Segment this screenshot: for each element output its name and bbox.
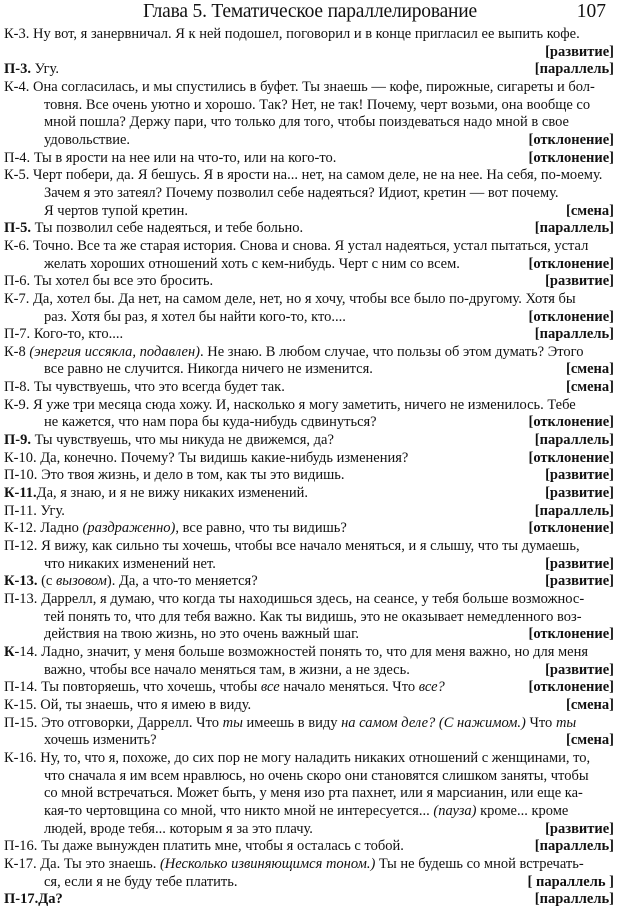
entry-text: Ты чувствуешь, что мы никуда не движемся, да? [34,432,334,449]
dialogue-entry [4,573,614,591]
speaker-label: П-4. [4,149,31,166]
speaker-label: К-7. [4,290,30,307]
entry-text: Угу. [34,61,59,78]
response-type-tag: [параллель] [534,891,614,908]
entry-line [44,556,614,574]
speaker-label: К-6. [4,237,30,254]
dialogue-entry [4,326,614,344]
entry-line [44,785,614,803]
speaker-label: К-8 [4,343,26,360]
entry-text: Да. Ты это знаешь. (Несколько извиняющимся тоном.) Ты не будешь со мной встречать- [40,855,584,872]
response-type-tag: [развитие] [545,661,614,678]
entry-line [4,78,614,97]
italic-remark: ты [555,714,577,731]
speaker-label: К-5. [4,167,30,184]
speaker-label: П-17. [4,891,39,908]
speaker-label: К-17. [4,855,37,872]
dialogue-entry [4,715,614,750]
entry-line [4,696,614,715]
italic-remark: все [260,679,280,696]
response-type-tag: [смена] [565,361,614,378]
dialogue-entry [4,379,614,397]
speaker-label: П-12. [4,538,38,555]
response-type-tag: [отклонение] [528,679,614,696]
speaker-label: К-10. [4,449,37,466]
dialogue-entry [4,856,614,891]
entry-text: Ну, то, что я, похоже, до сих пор не могу наладить никаких отношений с женщинами, то, [40,749,591,766]
entry-text: Да, хотел бы. Да нет, на самом деле, нет, но я хочу, чтобы все было по-другому. Хотя бы [33,290,576,307]
dialogue-entry [4,503,614,521]
response-type-tag: [отклонение] [528,520,614,537]
entry-line [4,502,614,521]
entry-line [4,220,614,238]
entry-text: действия на твою жизнь, но это очень важный шаг. [44,626,359,643]
entry-text: Я чертов тупой кретин. [44,202,188,219]
response-type-tag: [развитие] [545,573,614,590]
response-type-tag: [смена] [565,696,614,713]
speaker-label: К-13. [4,573,38,590]
entry-text: Зачем я это затеял? Почему позволил себе надеяться? Идиот, кретин — вот почему. [44,184,559,201]
entry-line [4,891,614,909]
italic-remark: все? [418,679,445,696]
dialogue-entry [4,79,614,150]
entry-text: Ну вот, я занервничал. Я к ней подошел, поговорил и в конце пригласил ее выпить кофе. [33,26,580,42]
speaker-label: К-14. [4,643,38,660]
entry-text: товня. Все очень уютно и хорошо. Так? Нет, не так! Почему, черт возьми, она вообще со [44,96,591,113]
entry-text: Ты чувствуешь, что это всегда будет так. [33,379,285,396]
entry-text: ся, если я не буду тебе платить. [44,873,238,890]
entry-line [4,538,614,556]
entry-line [44,114,614,132]
response-type-tag: [смена] [565,379,614,396]
entry-line [4,343,614,362]
response-type-tag: [параллель] [534,838,614,855]
page-number: 107 [576,1,606,22]
speaker-label: П-13. [4,591,38,607]
speaker-label: К-16. [4,749,37,766]
entry-text: Угу. [40,502,65,519]
entry-line [4,290,614,309]
speaker-label: П-16. [4,838,38,855]
entry-line [4,467,614,485]
entry-line [44,768,614,786]
entry-line [4,432,614,450]
dialogue-entry [4,61,614,79]
speaker-label: П-15. [4,714,38,731]
entry-line [4,379,614,397]
italic-remark: ты [222,714,243,731]
dialogue-entry [4,891,614,909]
dialogue-entry [4,397,614,432]
response-type-tag: [развитие] [545,467,614,484]
dialogue-entry [4,238,614,273]
entry-line [4,326,614,344]
entry-line [4,273,614,291]
dialogue-entry [4,591,614,644]
speaker-label: П-7. [4,326,31,343]
entry-text: Ты хотел бы все это бросить. [33,273,214,290]
entry-text: Я уже три месяца сюда хожу. И, насколько я могу заметить, ничего не изменилось. Тебе [33,396,576,413]
entry-line [4,591,614,609]
dialogue-entry [4,432,614,450]
speaker-label: П-10. [4,467,38,484]
entry-text: что сначала я им всем нравлюсь, но очень скоро они становятся слишком заняты, чтобы [44,767,589,784]
response-type-tag: [развитие] [545,43,614,60]
dialogue-transcript [0,26,620,909]
entry-text: раз. Хотя бы раз, я хотел бы найти кого-то, кто.... [44,308,346,325]
entry-line [4,485,614,503]
entry-text: Кого-то, кто.... [33,326,124,343]
entry-line [4,855,614,874]
dialogue-entry [4,150,614,168]
entry-text: со мной встречаться. Может быть, у меня изо рта пахнет, или я марсианин, или еще ка- [44,785,583,802]
speaker-label: П-14. [4,679,38,696]
entry-line [44,203,614,221]
entry-text: Да, конечно. Почему? Ты видишь какие-нибудь изменения? [40,449,409,466]
entry-text: Даррелл, я думаю, что когда ты находишься здесь, на сеансе, у тебя больше возможнос- [41,591,585,607]
speaker-label: К-12. [4,520,37,537]
dialogue-entry [4,26,614,61]
speaker-label: К-11. [4,485,37,502]
dialogue-entry [4,450,614,468]
entry-text: важно, чтобы все начало меняться там, в жизни, а не здесь. [44,661,410,678]
entry-text: хочешь изменить? [44,732,157,749]
entry-line [44,662,614,680]
dialogue-entry [4,344,614,379]
entry-line [44,821,614,839]
response-type-tag: [отклонение] [528,131,614,148]
italic-remark: (пауза) [433,802,477,819]
speaker-label: К-4. [4,78,30,95]
speaker-label: К-15. [4,696,37,713]
entry-line [4,167,614,185]
entry-line [44,803,614,821]
italic-remark: на самом деле? (С нажимом.) [341,714,526,731]
entry-text: Это твоя жизнь, и дело в том, как ты это видишь. [41,467,345,484]
response-type-tag: [отклонение] [528,149,614,166]
dialogue-entry [4,750,614,838]
response-type-tag: [отклонение] [528,414,614,431]
italic-remark: вызовом [55,573,107,590]
response-type-tag: [смена] [565,202,614,219]
entry-text: желать хороших отношений хоть с кем-нибудь. Черт с ним со всем. [44,255,460,272]
speaker-label: К-9. [4,396,30,413]
dialogue-entry [4,485,614,503]
entry-text: Это отговорки, Даррелл. Что ты имеешь в виду на самом деле? (С нажимом.) Что ты [41,714,577,731]
response-type-tag: [развитие] [545,555,614,572]
entry-line [44,185,614,203]
speaker-label: П-8. [4,379,31,396]
response-type-tag: [смена] [565,732,614,749]
entry-text: Ты повторяешь, что хочешь, чтобы все начало меняться. Что все? [41,679,445,696]
response-type-tag: [параллель] [534,61,614,78]
entry-text: Черт побери, да. Я бешусь. Я в ярости на... нет, на самом деле, не на нее. На себя, по-моему. [33,167,603,184]
speaker-label: П-5. [4,220,31,237]
entry-line [4,749,614,768]
entry-text: все равно не случится. Никогда ничего не изменится. [44,361,373,378]
speaker-label: П-9. [4,432,31,449]
entry-text: мной пошла? Держу пари, что только для того, чтобы поиздеваться надо мной в свое [44,114,569,131]
entry-line [4,26,614,44]
entry-text: что никаких изменений нет. [44,555,216,572]
entry-text: не кажется, что нам пора бы куда-нибудь сдвинуться? [44,414,377,431]
response-type-tag: [параллель] [534,326,614,343]
entry-text: Да, я знаю, и я не вижу никаких изменений. [36,485,309,502]
entry-text: Ты позволил себе надеяться, и тебе больно. [34,220,304,237]
response-type-tag: [отклонение] [528,308,614,325]
entry-line [4,61,614,79]
response-type-tag: [отклонение] [528,626,614,643]
dialogue-entry [4,644,614,679]
dialogue-entry [4,679,614,697]
speaker-label: К-3. [4,26,30,42]
entry-line [44,361,614,379]
dialogue-entry [4,291,614,326]
entry-text: Ты даже вынужден платить мне, чтобы я осталась с тобой. [41,838,404,855]
entry-line [4,838,614,856]
italic-remark: (раздраженно) [82,520,176,537]
entry-text: тей понять то, что для тебя важно. Как ты видишь, это не оказывает немедленного воз- [44,608,582,625]
entry-text: Ладно (раздраженно), все равно, что ты видишь? [40,520,347,537]
speaker-label: П-11. [4,502,37,519]
italic-remark: (энергия иссякла, подавлен) [29,343,201,360]
entry-line [4,237,614,256]
entry-line [44,609,614,627]
response-type-tag: [параллель] [534,220,614,237]
entry-text: Да? [38,891,63,908]
dialogue-entry [4,467,614,485]
entry-text: (энергия иссякла, подавлен). Не знаю. В любом случае, что пользы об этом думать? Этого [29,343,584,360]
dialogue-entry [4,220,614,238]
entry-text: Точно. Все та же старая история. Снова и снова. Я устал надеяться, устал пытаться, устал [33,237,589,254]
speaker-label: П-6. [4,273,31,290]
dialogue-entry [4,167,614,220]
response-type-tag: [отклонение] [528,449,614,466]
response-type-tag: [отклонение] [528,255,614,272]
response-type-tag: [параллель] [534,502,614,519]
entry-text: Я вижу, как сильно ты хочешь, чтобы все начало меняться, и я слышу, что ты думаешь, [41,538,580,555]
dialogue-entry [4,538,614,573]
page-header [0,0,620,26]
dialogue-entry [4,520,614,538]
speaker-label: П-3. [4,61,31,78]
entry-text: кая-то чертовщина со мной, что никто мной не интересуется... (пауза) кроме... кроме [44,802,569,819]
entry-line [4,643,614,662]
response-type-tag: [ параллель ] [527,873,614,890]
entry-text: людей, вроде тебя... которым я за это плачу. [44,820,313,837]
entry-line [44,97,614,115]
italic-remark: (Несколько извиняющимся тоном.) [159,855,376,872]
entry-line [4,396,614,415]
entry-line [4,573,614,591]
response-type-tag: [параллель] [534,432,614,449]
entry-text: Ты в ярости на нее или на что-то, или на кого-то. [33,149,337,166]
response-type-tag: [развитие] [545,820,614,837]
entry-line [44,732,614,750]
entry-text: Ладно, значит, у меня больше возможностей понять то, что для меня важно, но для меня [41,643,589,660]
dialogue-entry [4,273,614,291]
entry-text: (с вызовом). Да, а что-то меняется? [41,573,258,590]
response-type-tag: [развитие] [545,273,614,290]
dialogue-entry [4,697,614,715]
chapter-title: Глава 5. Тематическое параллелирование [143,1,477,22]
response-type-tag: [развитие] [545,485,614,502]
dialogue-entry [4,838,614,856]
entry-text: Она согласилась, и мы спустились в буфет. Ты знаешь — кофе, пирожные, сигареты и бол- [33,78,595,95]
entry-text: Ой, ты знаешь, что я имею в виду. [40,696,252,713]
entry-text: удовольствие. [44,131,131,148]
entry-line [4,714,614,733]
